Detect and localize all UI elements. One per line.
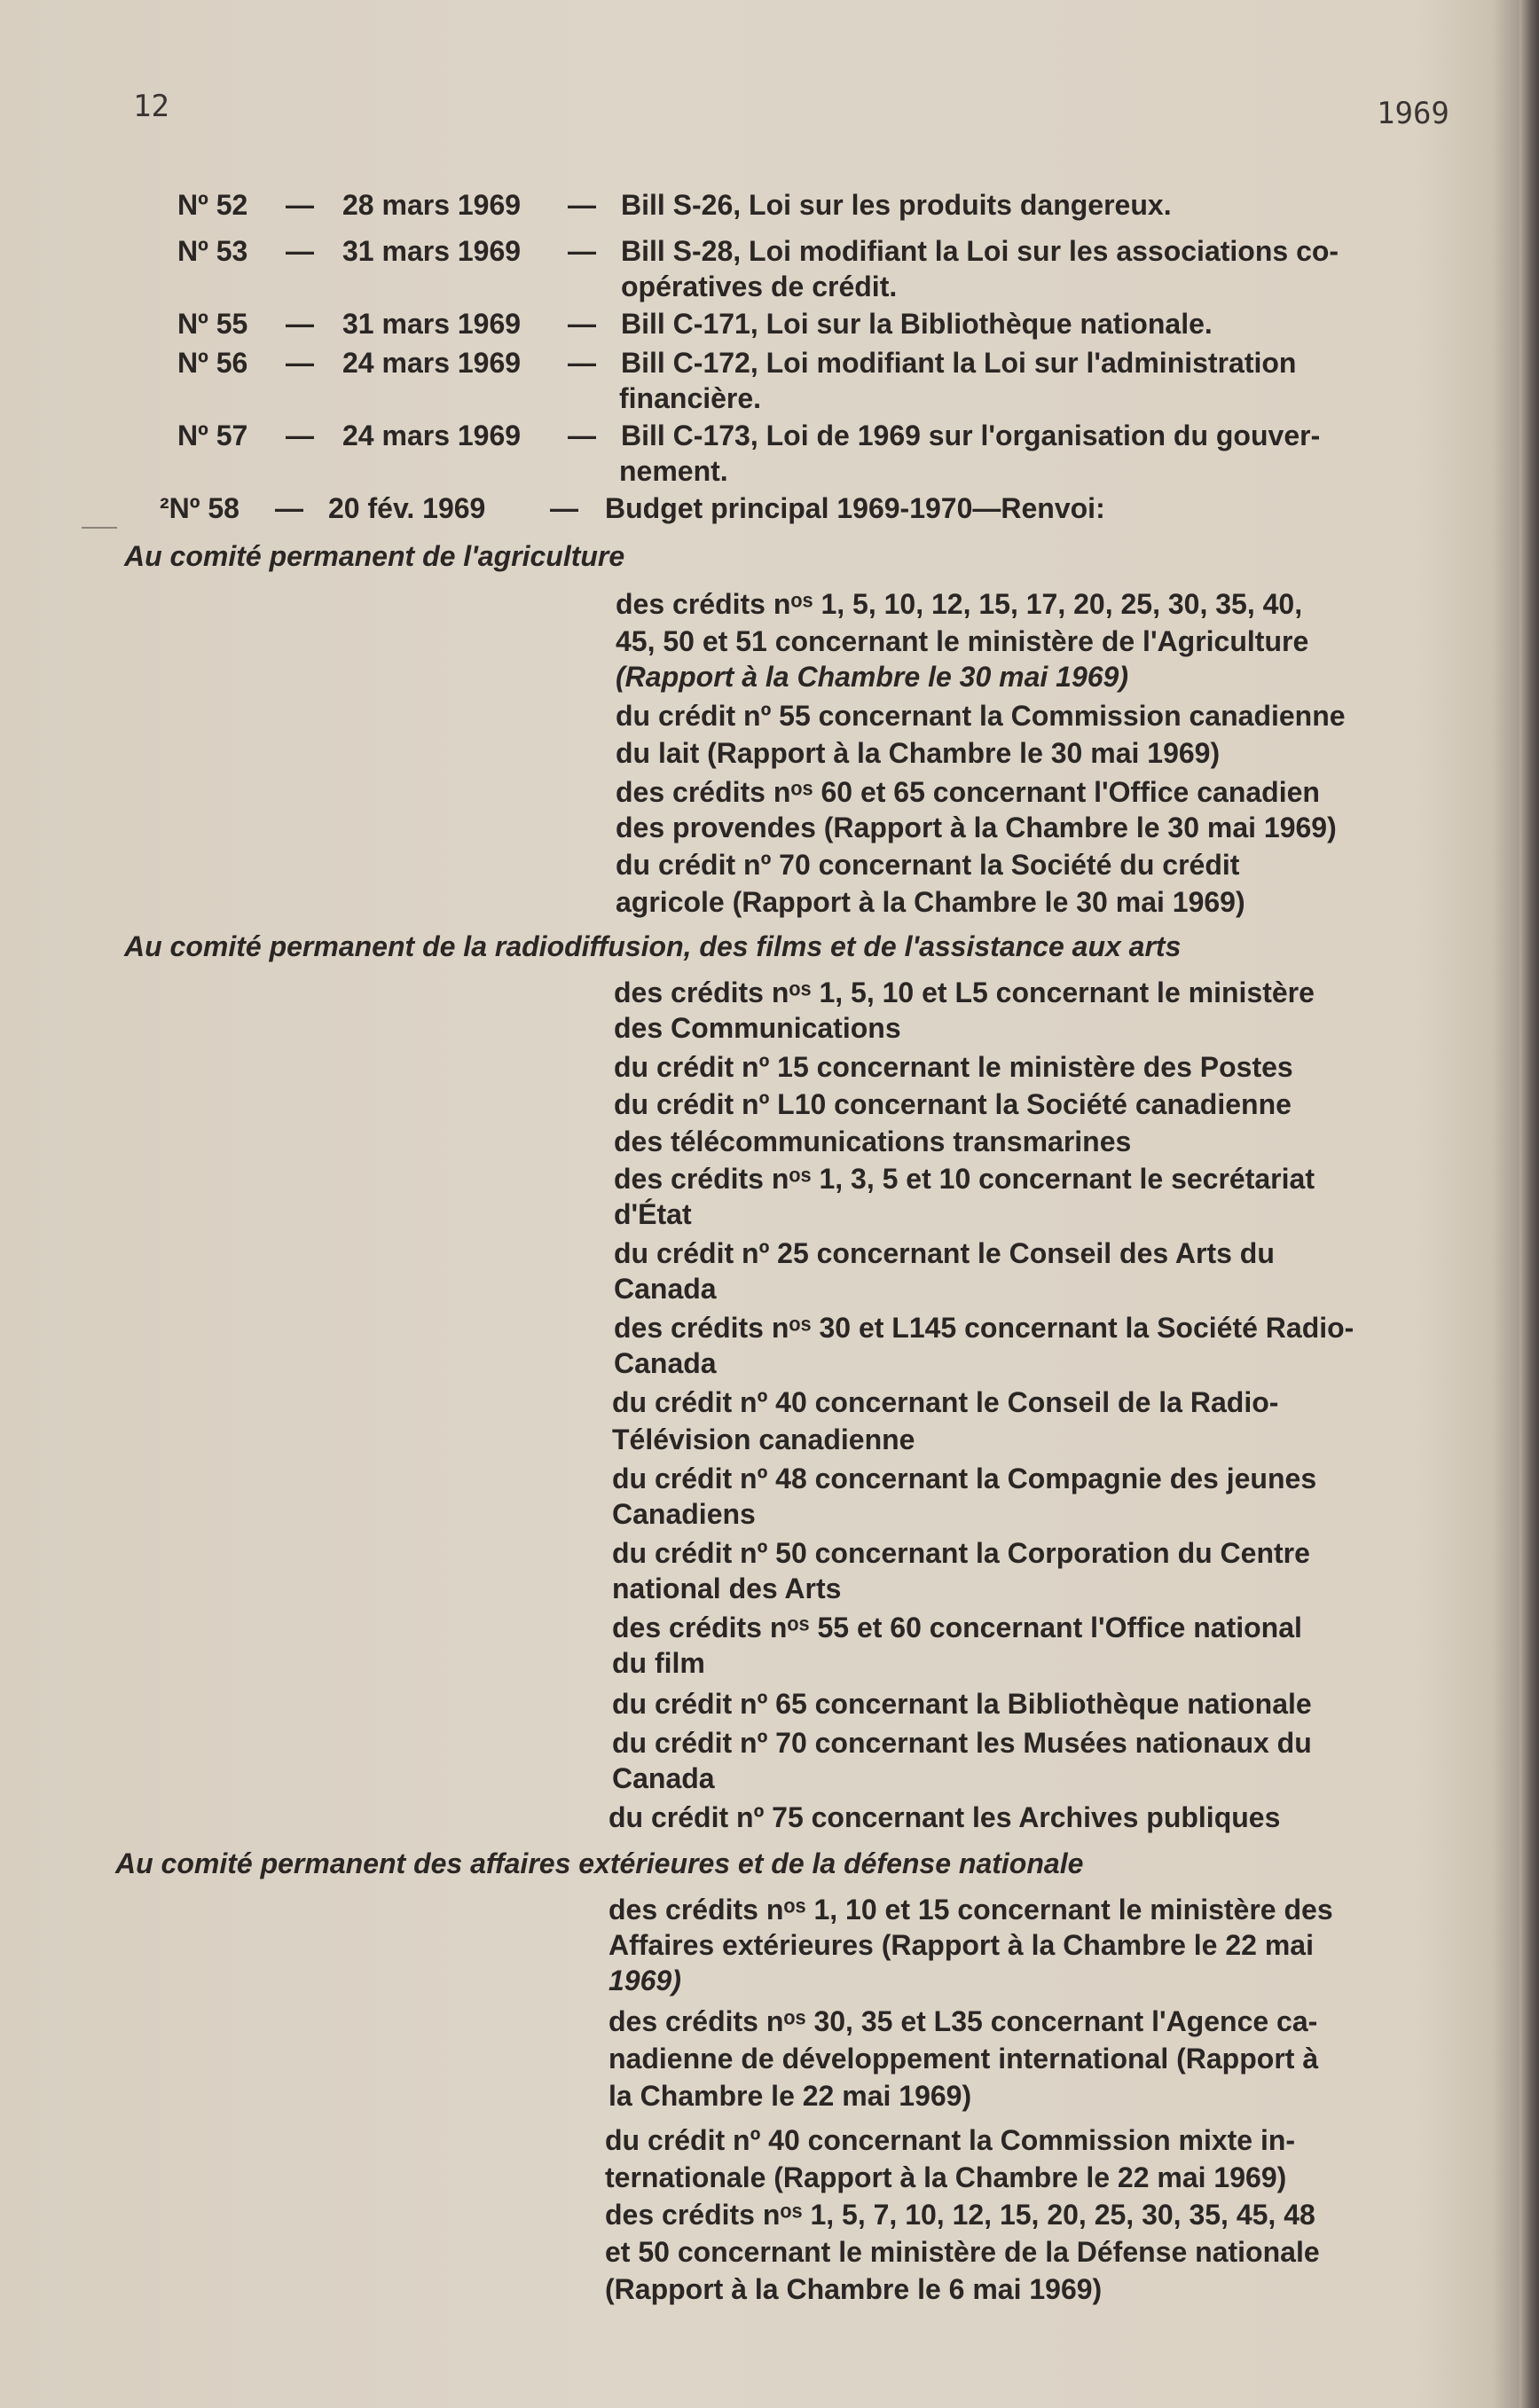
bill-date: 31 mars 1969 bbox=[342, 235, 522, 267]
bill-dash: — bbox=[286, 235, 314, 267]
bill-number: Nº 53 bbox=[177, 235, 248, 267]
vote-line: du crédit nº 55 concernant la Commission canadienne bbox=[616, 700, 1346, 732]
vote-line: 1969) bbox=[609, 1965, 681, 1996]
vote-line: agricole (Rapport à la Chambre le 30 mai 1969) bbox=[616, 886, 1245, 918]
vote-line: Canada bbox=[612, 1762, 715, 1794]
bill-title: Budget principal 1969-1970—Renvoi: bbox=[605, 492, 1105, 524]
vote-line: des crédits nᵒˢ 60 et 65 concernant l'Office canadien bbox=[616, 776, 1320, 808]
bill-dash: — bbox=[550, 492, 578, 524]
bill-dash: — bbox=[568, 347, 596, 379]
vote-line: du crédit nº 40 concernant le Conseil de la Radio- bbox=[612, 1386, 1279, 1418]
vote-line: et 50 concernant le ministère de la Défense nationale bbox=[605, 2236, 1320, 2268]
bill-title: Bill S-26, Loi sur les produits dangereux. bbox=[621, 189, 1172, 221]
bill-title-continued: opératives de crédit. bbox=[621, 271, 898, 302]
vote-line: des crédits nᵒˢ 1, 5, 10, 12, 15, 17, 20, 25, 30, 35, 40, bbox=[616, 588, 1303, 620]
vote-line: des crédits nᵒˢ 30, 35 et L35 concernant l'Agence ca- bbox=[609, 2005, 1318, 2037]
bill-date: 28 mars 1969 bbox=[342, 189, 522, 221]
vote-line: des crédits nᵒˢ 1, 3, 5 et 10 concernant le secrétariat bbox=[614, 1163, 1315, 1195]
vote-line: (Rapport à la Chambre le 6 mai 1969) bbox=[605, 2273, 1103, 2305]
book-spine-edge bbox=[1519, 0, 1539, 2408]
vote-line: des crédits nᵒˢ 1, 5, 10 et L5 concernant le ministère bbox=[614, 977, 1315, 1008]
bill-title: Bill C-173, Loi de 1969 sur l'organisation du gouver- bbox=[621, 420, 1321, 451]
bill-number: Nº 56 bbox=[177, 347, 248, 379]
vote-line: du crédit nº 25 concernant le Conseil des Arts du bbox=[614, 1237, 1275, 1269]
bill-dash: — bbox=[286, 308, 314, 340]
bill-dash: — bbox=[568, 308, 596, 340]
vote-line: 45, 50 et 51 concernant le ministère de l'Agriculture bbox=[616, 625, 1309, 657]
vote-line: des crédits nᵒˢ 1, 10 et 15 concernant le ministère des bbox=[609, 1894, 1333, 1926]
bill-number: Nº 57 bbox=[177, 420, 248, 451]
margin-rule bbox=[82, 527, 117, 529]
bill-dash: — bbox=[286, 189, 314, 221]
vote-line: du crédit nº 40 concernant la Commission mixte in- bbox=[605, 2124, 1296, 2156]
vote-line: d'État bbox=[614, 1198, 692, 1230]
page-number: 12 bbox=[133, 89, 169, 124]
vote-line: Télévision canadienne bbox=[612, 1424, 915, 1455]
vote-line: des Communications bbox=[614, 1012, 901, 1044]
vote-line: du crédit nº 48 concernant la Compagnie des jeunes bbox=[612, 1463, 1317, 1494]
bill-dash: — bbox=[568, 420, 596, 451]
vote-line: du crédit nº 65 concernant la Bibliothèque nationale bbox=[612, 1688, 1312, 1720]
bill-title-continued: financière. bbox=[619, 382, 762, 414]
bill-date: 24 mars 1969 bbox=[342, 420, 522, 451]
vote-line: (Rapport à la Chambre le 30 mai 1969) bbox=[616, 661, 1128, 693]
bill-title: Bill C-172, Loi modifiant la Loi sur l'administration bbox=[621, 347, 1297, 379]
vote-line: ternationale (Rapport à la Chambre le 22 mai 1969) bbox=[605, 2161, 1287, 2193]
vote-line: du crédit nº L10 concernant la Société canadienne bbox=[614, 1088, 1292, 1120]
bill-date: 24 mars 1969 bbox=[342, 347, 522, 379]
vote-line: Canadiens bbox=[612, 1498, 756, 1530]
vote-line: du crédit nº 75 concernant les Archives publiques bbox=[609, 1801, 1281, 1833]
vote-line: du film bbox=[612, 1647, 705, 1679]
bill-dash: — bbox=[568, 235, 596, 267]
bill-number: Nº 55 bbox=[177, 308, 248, 340]
bill-date: 31 mars 1969 bbox=[342, 308, 522, 340]
vote-line: nadienne de développement international (Rapport à bbox=[609, 2043, 1319, 2075]
committee-heading: Au comité permanent de la radiodiffusion, des films et de l'assistance aux arts bbox=[124, 930, 1182, 962]
header-year: 1969 bbox=[1377, 96, 1449, 131]
vote-line: la Chambre le 22 mai 1969) bbox=[609, 2080, 972, 2112]
vote-line: des crédits nᵒˢ 30 et L145 concernant la Société Radio- bbox=[614, 1312, 1354, 1344]
committee-heading: Au comité permanent de l'agriculture bbox=[124, 540, 625, 572]
bill-number: ²Nº 58 bbox=[160, 492, 239, 524]
committee-heading: Au comité permanent des affaires extérieures et de la défense nationale bbox=[115, 1847, 1084, 1879]
vote-line: du crédit nº 15 concernant le ministère des Postes bbox=[614, 1051, 1293, 1083]
vote-line: Canada bbox=[614, 1273, 717, 1305]
vote-line: du crédit nº 70 concernant la Société du crédit bbox=[616, 849, 1240, 881]
bill-dash: — bbox=[275, 492, 303, 524]
vote-line: des provendes (Rapport à la Chambre le 30 mai 1969) bbox=[616, 812, 1337, 843]
bill-title-continued: nement. bbox=[619, 455, 728, 487]
bill-dash: — bbox=[286, 347, 314, 379]
vote-line: du lait (Rapport à la Chambre le 30 mai 1969) bbox=[616, 737, 1221, 769]
bill-date: 20 fév. 1969 bbox=[328, 492, 486, 524]
vote-line: Canada bbox=[614, 1347, 717, 1379]
vote-line: des télécommunications transmarines bbox=[614, 1126, 1132, 1157]
vote-line: des crédits nᵒˢ 1, 5, 7, 10, 12, 15, 20, 25, 30, 35, 45, 48 bbox=[605, 2199, 1315, 2231]
bill-title: Bill S-28, Loi modifiant la Loi sur les associations co- bbox=[621, 235, 1339, 267]
vote-line: Affaires extérieures (Rapport à la Chambre le 22 mai bbox=[609, 1929, 1314, 1961]
vote-line: du crédit nº 70 concernant les Musées nationaux du bbox=[612, 1727, 1312, 1759]
vote-line: des crédits nᵒˢ 55 et 60 concernant l'Office national bbox=[612, 1612, 1302, 1643]
bill-title: Bill C-171, Loi sur la Bibliothèque nationale. bbox=[621, 308, 1213, 340]
bill-dash: — bbox=[568, 189, 596, 221]
bill-number: Nº 52 bbox=[177, 189, 248, 221]
vote-line: du crédit nº 50 concernant la Corporation du Centre bbox=[612, 1537, 1310, 1569]
bill-dash: — bbox=[286, 420, 314, 451]
vote-line: national des Arts bbox=[612, 1573, 842, 1604]
